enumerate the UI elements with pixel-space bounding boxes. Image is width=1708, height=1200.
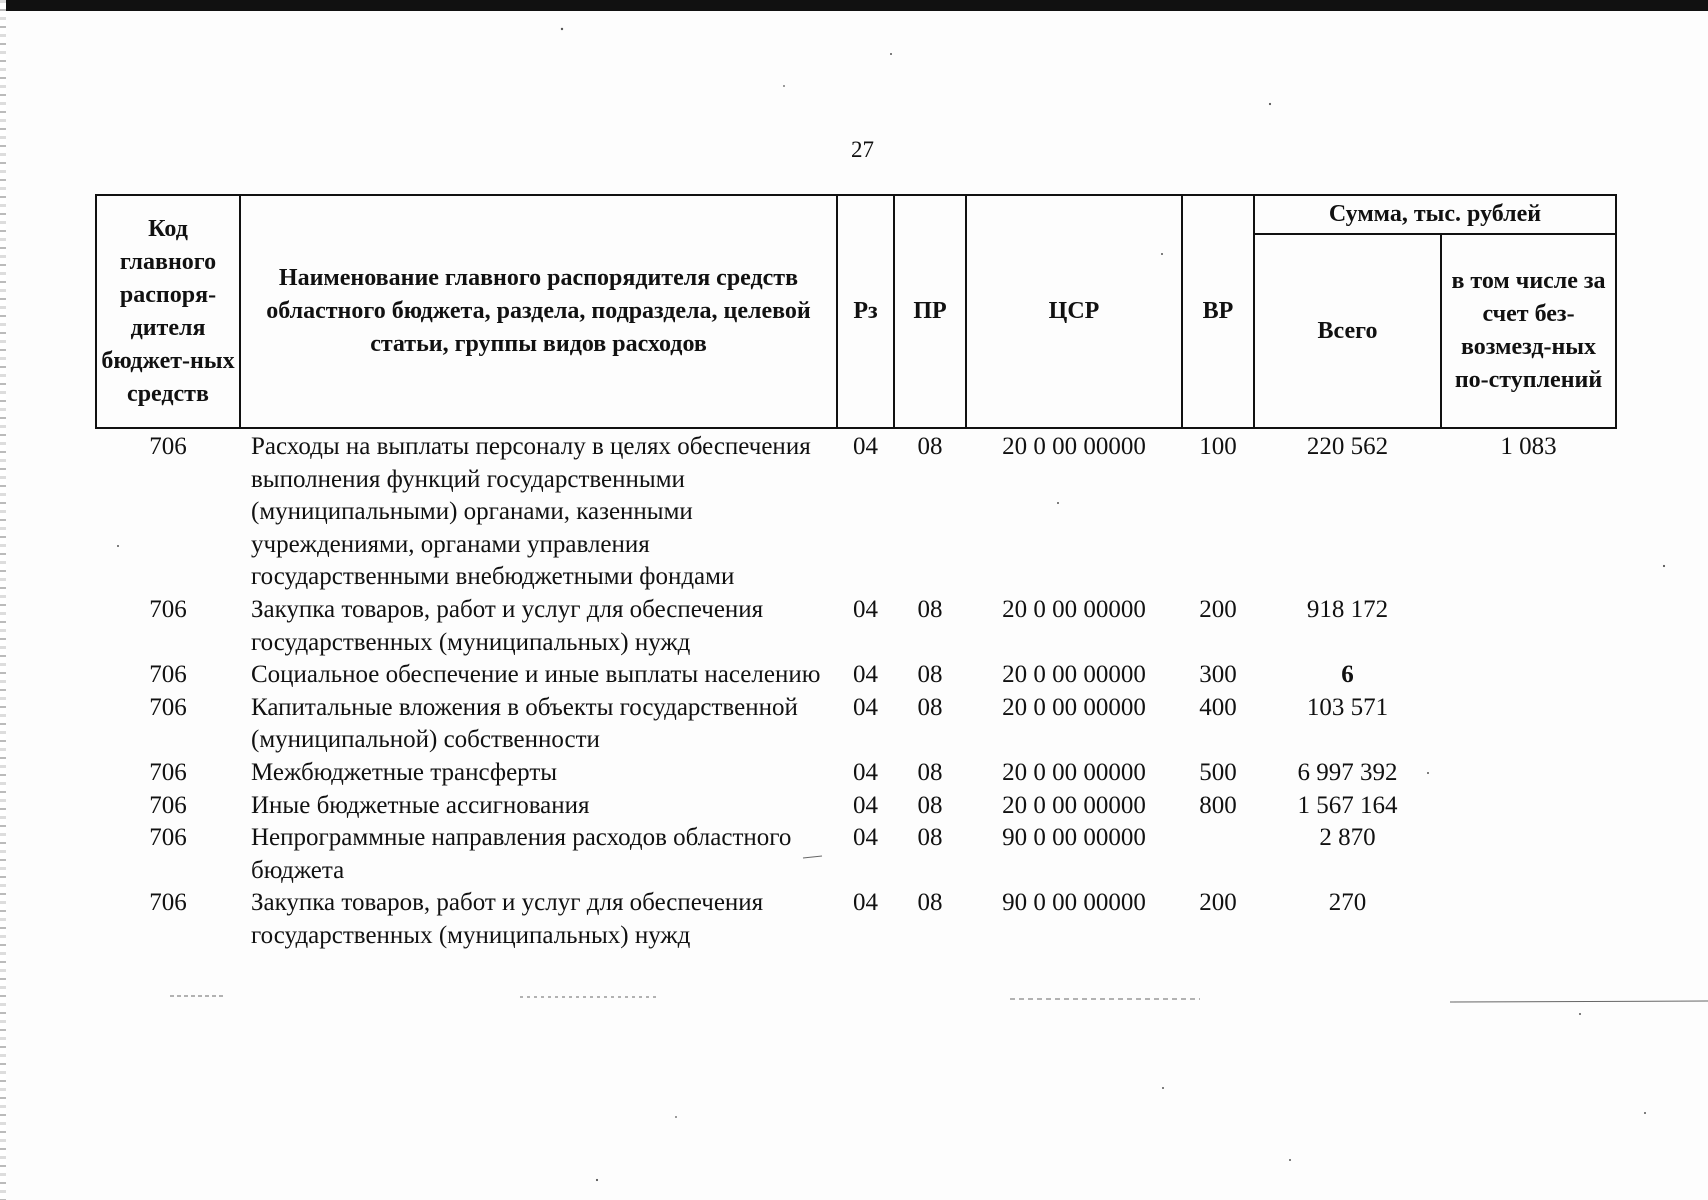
table-row — [96, 822, 1616, 887]
cell-pr: 08 — [917, 889, 943, 917]
cell-name: Капитальные вложения в объекты государственной (муниципальной) собственности — [251, 693, 798, 754]
table-row — [96, 757, 1616, 790]
header-free: в том числе за счет без-возмезд-ных по-ступлений — [1441, 234, 1616, 428]
cell-vr: 200 — [1199, 889, 1237, 917]
page-number: 27 — [851, 137, 874, 162]
cell-name: Расходы на выплаты персоналу в целях обеспечения выполнения функций государственными (муниципальными) органами, казенными учреждениями, органами управления государственными внебюджетными фондами — [251, 433, 811, 591]
cell-name: Социальное обеспечение и иные выплаты населению — [251, 661, 821, 689]
cell-vr: 800 — [1199, 791, 1237, 819]
table-row — [96, 659, 1616, 692]
cell-rz: 04 — [853, 889, 878, 917]
cell-code: 706 — [149, 758, 187, 786]
cell-free — [1441, 887, 1616, 952]
cell-rz: 04 — [853, 693, 878, 721]
cell-name: Непрограммные направления расходов областного бюджета — [251, 824, 792, 884]
header-vr: ВР — [1182, 195, 1254, 428]
cell-vr: 500 — [1199, 758, 1237, 786]
header-csr: ЦСР — [966, 195, 1182, 428]
table-header — [96, 195, 1616, 428]
scan-left-edge — [0, 0, 6, 1200]
cell-rz: 04 — [853, 595, 878, 623]
cell-name: Закупка товаров, работ и услуг для обеспечения государственных (муниципальных) нужд — [251, 889, 764, 949]
table-row — [96, 594, 1616, 659]
cell-code: 706 — [149, 433, 187, 460]
cell-total: 270 — [1328, 889, 1367, 917]
cell-csr: 90 0 00 00000 — [1002, 824, 1146, 852]
cell-pr: 08 — [917, 791, 943, 819]
header-rz: Рз — [837, 195, 894, 428]
cell-rz: 04 — [853, 824, 878, 852]
cell-pr: 08 — [917, 595, 943, 623]
cell-rz: 04 — [853, 758, 878, 786]
cell-code: 706 — [149, 791, 187, 819]
budget-table — [95, 194, 1617, 953]
cell-code: 706 — [149, 661, 187, 689]
cell-rz: 04 — [853, 661, 878, 689]
header-pr: ПР — [894, 195, 966, 428]
table-row — [96, 428, 1616, 594]
table-row — [96, 887, 1616, 952]
cell-total: 1 567 164 — [1297, 791, 1398, 819]
cell-free — [1441, 659, 1616, 692]
cell-name: Иные бюджетные ассигнования — [251, 791, 590, 819]
cell-vr: 300 — [1199, 661, 1237, 689]
cell-pr: 08 — [917, 758, 943, 786]
cell-total: 103 571 — [1306, 693, 1389, 721]
cell-vr: 100 — [1199, 433, 1237, 460]
cell-code: 706 — [149, 889, 187, 917]
cell-total: 6 — [1341, 661, 1354, 689]
cell-csr: 90 0 00 00000 — [1002, 889, 1146, 917]
cell-csr: 20 0 00 00000 — [1002, 693, 1146, 721]
cell-rz: 04 — [853, 791, 878, 819]
cell-csr: 20 0 00 00000 — [1002, 433, 1146, 460]
cell-csr: 20 0 00 00000 — [1002, 661, 1146, 689]
cell-name: Межбюджетные трансферты — [251, 758, 558, 786]
cell-name: Закупка товаров, работ и услуг для обеспечения государственных (муниципальных) нужд — [251, 595, 764, 656]
cell-rz: 04 — [853, 433, 878, 460]
scan-top-border — [0, 0, 1708, 11]
cell-free — [1441, 822, 1616, 887]
cell-pr: 08 — [917, 824, 943, 852]
cell-total: 2 870 — [1319, 824, 1376, 852]
cell-total: 6 997 392 — [1297, 758, 1398, 786]
cell-vr: 400 — [1199, 693, 1237, 721]
cell-total: 918 172 — [1306, 595, 1389, 623]
header-code: Код главного распоря-дителя бюджет-ных средств — [96, 195, 240, 428]
cell-pr: 08 — [917, 693, 943, 721]
cell-code: 706 — [149, 693, 187, 721]
header-name: Наименование главного распорядителя средств областного бюджета, раздела, подраздела, целевой статьи, группы видов расходов — [240, 195, 837, 428]
cell-free — [1441, 790, 1616, 823]
header-total: Всего — [1254, 234, 1441, 428]
cell-total: 220 562 — [1306, 433, 1389, 460]
cell-free — [1441, 594, 1616, 659]
cell-free: 1 083 — [1500, 433, 1557, 460]
cell-vr: 200 — [1199, 595, 1237, 623]
table-body — [96, 428, 1616, 953]
cell-code: 706 — [149, 824, 187, 852]
cell-csr: 20 0 00 00000 — [1002, 758, 1146, 786]
cell-vr — [1182, 822, 1254, 887]
cell-pr: 08 — [917, 661, 943, 689]
cell-free — [1441, 757, 1616, 790]
header-sum-group: Сумма, тыс. рублей — [1254, 195, 1616, 234]
cell-csr: 20 0 00 00000 — [1002, 791, 1146, 819]
table-row — [96, 790, 1616, 823]
cell-code: 706 — [149, 595, 187, 623]
cell-csr: 20 0 00 00000 — [1002, 595, 1146, 623]
cell-free — [1441, 692, 1616, 757]
table-row — [96, 692, 1616, 757]
cell-pr: 08 — [917, 433, 943, 460]
